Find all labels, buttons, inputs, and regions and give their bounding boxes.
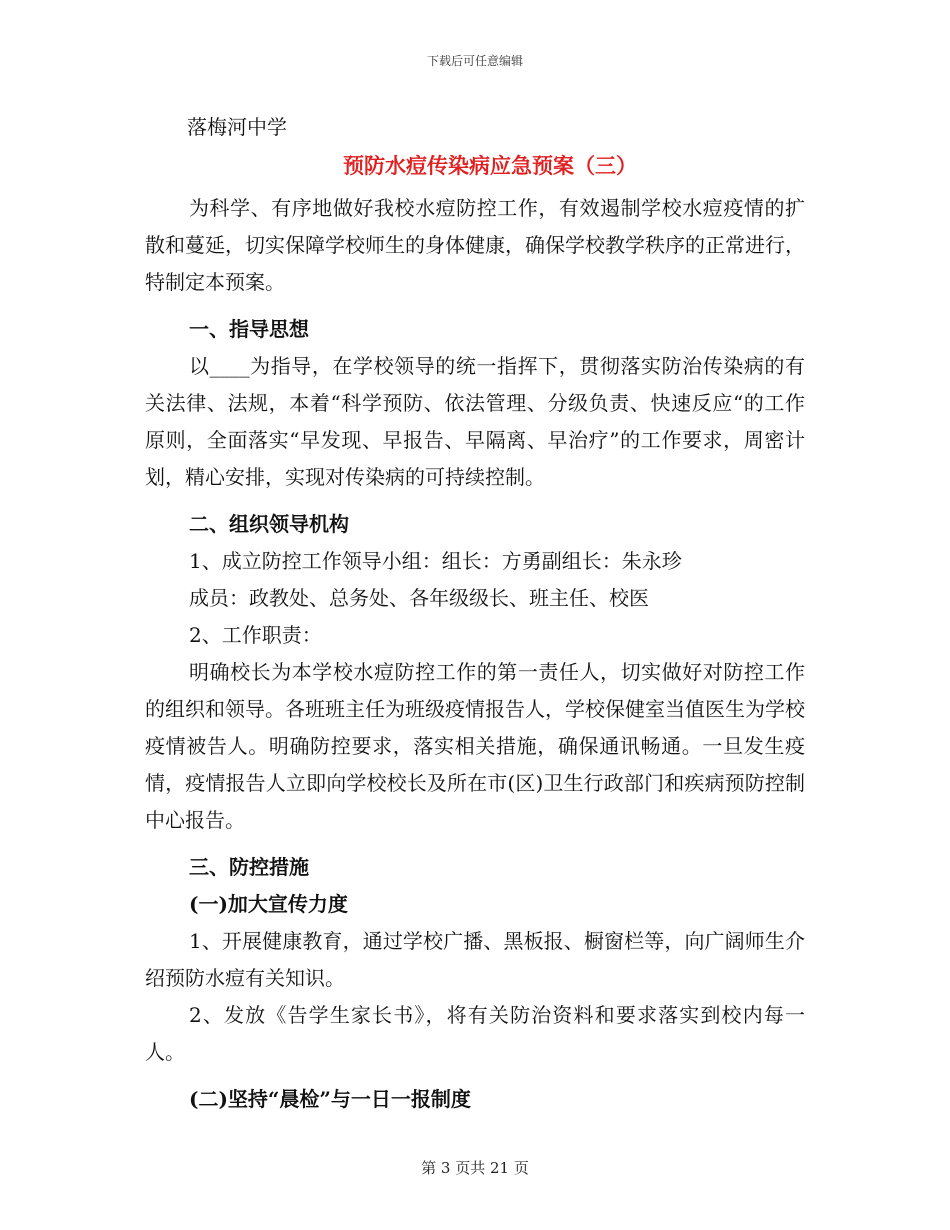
- page-number: 第 3 页共 21 页: [421, 1159, 529, 1177]
- members-line: 成员：政教处、总务处、各年级级长、班主任、校医: [189, 586, 649, 610]
- school-name: 落梅河中学: [187, 115, 287, 139]
- section-heading-measures: 三、防控措施: [189, 855, 309, 879]
- section-heading-organization: 二、组织领导机构: [189, 512, 349, 536]
- publicity-paragraph-2: 2、发放《告学生家长书》，将有关防治资料和要求落实到校内每一人。: [145, 1003, 805, 1064]
- publicity-paragraph-1: 1、开展健康教育，通过学校广播、黑板报、橱窗栏等，向广阔师生介绍预防水痘有关知识。: [145, 929, 805, 990]
- intro-paragraph: 为科学、有序地做好我校水痘防控工作，有效遏制学校水痘疫情的扩散和蔓延，切实保障学校师生的身体健康，确保学校教学秩序的正常进行，特制定本预案。: [145, 196, 805, 294]
- duties-label: 2、工作职责：: [189, 623, 322, 647]
- subheading-publicity: (一)加大宣传力度: [189, 892, 348, 916]
- subheading-morning-check: (二)坚持“晨检”与一日一报制度: [189, 1087, 471, 1111]
- document-body: [145, 110, 805, 1118]
- guiding-ideology-paragraph: 以____为指导，在学校领导的统一指挥下，贯彻落实防治传染病的有关法律、法规，本着“科学预防、依法管理、分级负责、快速反应“的工作原则，全面落实“早发现、早报告、早隔离、早治疗”的工作要求，周密计划，精心安排，实现对传染病的可持续控制。: [145, 354, 805, 489]
- section-heading-guiding-ideology: 一、指导思想: [189, 317, 309, 341]
- page-header-note: 下载后可任意编辑: [426, 54, 523, 68]
- document-title: 预防水痘传染病应急预案（三）: [343, 153, 637, 178]
- duties-paragraph: 明确校长为本学校水痘防控工作的第一责任人，切实做好对防控工作的组织和领导。各班班主任为班级疫情报告人，学校保健室当值医生为学校疫情被告人。明确防控要求，落实相关措施，确保通讯畅通。一旦发生疫情，疫情报告人立即向学校校长及所在市(区)卫生行政部门和疾病预防控制中心报告。: [145, 660, 805, 832]
- leadership-group-line: 1、成立防控工作领导小组：组长：方勇副组长：朱永珍: [189, 549, 682, 573]
